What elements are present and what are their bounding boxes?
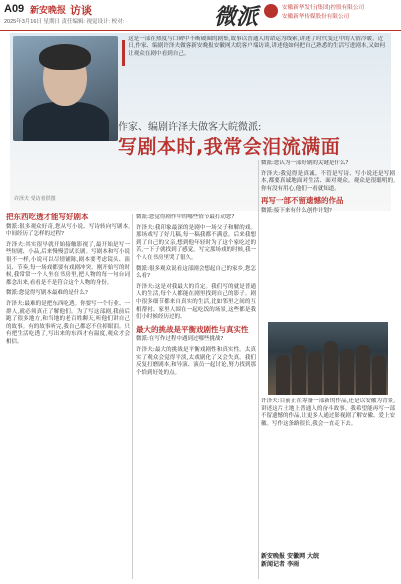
article-column-1 [6, 213, 130, 579]
page-meta: 2025年3月16日 星期日 责任编辑: 视觉设计: 校对: [4, 19, 125, 25]
column-divider [258, 160, 259, 579]
article-title: 写剧本时,我常会泪流满面 [118, 136, 341, 158]
photo-credit: 许泽夫 受访者供图 [14, 196, 56, 202]
article-subtitle: 作家、编剧许泽夫做客大皖微派: [118, 122, 262, 133]
paragraph: 许泽夫:其实很早就开始接触影视了,最开始是写一些短剧、小品,后来慢慢尝试长剧。写剧本和写小说很不一样,小说可以尽情铺陈,剧本要考虑镜头、演员、节奏,每一场戏都要有戏剧冲突。刚开始写的时候,我常常一个人坐在书房里,把人物的每一句台词都念出来,看看是不是符合这个人物的身份。 [6, 241, 130, 286]
article-intro: 这是一部在热度与口碑中不断破圈的剧集,故事以普通人的命运为线索,讲述了时代变迁中的人情冷暖。近日,作家、编剧许泽夫做客新安晚报安徽网大皖客户端访谈,讲述他如何把自己熟悉的生活写进剧本,又如何让观众在剧中看到自己。 [128, 36, 386, 57]
paragraph: 许泽夫:我印象最深的是剧中一场父子和解的戏。那场戏写了好几稿,每一稿我都不满意。后来我想到了自己的父亲,想到他年轻时为了这个家吃过的苦,一下子就找到了感觉。写完那场戏的时候,我一个人在书房里哭了很久。 [136, 224, 256, 261]
paragraph: 微派:接下来有什么创作计划? [261, 207, 332, 214]
paragraph: 许泽夫:我觉得是真诚。不管是写诗、写小说还是写剧本,都要真诚地面对生活、面对观众。观众是很聪明的,你有没有用心,他们一看就知道。 [261, 170, 395, 192]
column-divider [132, 214, 133, 579]
brand-sub-line-1: 安徽新华发行(集团)控股有限公司 [282, 5, 365, 11]
paragraph: 许泽夫:这是对我最大的肯定。我们写的就是普通人的生活,每个人都能在剧里找到自己的影子。剧中很多细节都来自真实的生活,比如邻里之间的互相帮衬、家里人围在一起吃饭的场景,这些都是我们小时候经历过的。 [136, 283, 256, 321]
section-title: 访谈 [70, 5, 92, 17]
paragraph: 微派:很多观众好奇,您从写小说、写诗转向写剧本,中间经历了怎样的过程? [6, 223, 130, 238]
byline [261, 553, 395, 569]
section-heading: 把东西吃透才能写好剧本 [6, 213, 89, 221]
paragraph: 微派:很多观众说看这部剧会想起自己的家乡,您怎么看? [136, 265, 256, 280]
brand-sub-line-2: 安徽新华传媒股份有限公司 [282, 14, 350, 20]
intro-accent-bar [122, 40, 125, 66]
section-heading: 再写一部不留遗憾的作品 [261, 196, 344, 206]
paragraph: 许泽夫:目前正在筹备一部新的作品,还是以安徽为背景,讲述这片土地上普通人的奋斗故事。我希望能再写一部不留遗憾的作品,让更多人通过影视剧了解安徽、爱上安徽。写作这条路很长,我会一直走下去。 [261, 398, 395, 427]
byline-reporter: 新闻记者 李雨 [261, 561, 300, 568]
paragraph: 微派:在写作过程中遇到过哪些挑战? [136, 336, 224, 343]
section-heading: 最大的挑战是平衡戏剧性与真实性 [136, 324, 249, 334]
brand-sub [282, 4, 364, 22]
brand-name: 微派 [214, 4, 259, 30]
article-column-2 [136, 214, 256, 580]
article-column-3 [261, 160, 395, 320]
paper-name: 新安晚报 [30, 5, 67, 15]
brand-logo-icon [264, 4, 278, 18]
paragraph: 微派:您认为一部好剧的关键是什么? [261, 160, 349, 166]
paragraph: 许泽夫:最大的挑战是平衡戏剧性和真实性。太真实了观众会觉得平淡,太戏剧化了又会失真。我们反复打磨剧本,和导演、演员一起讨论,努力找到那个恰到好处的点。 [136, 346, 256, 376]
interviewee-photo [13, 36, 118, 141]
article-column-3-cont [261, 398, 395, 548]
paragraph: 微派:您觉得剧作中的哪些情节最打动您? [136, 214, 235, 220]
paragraph: 微派:您觉得写剧本最难的是什么? [6, 290, 88, 297]
paragraph: 许泽夫:最难的是把东西吃透。你要写一个行业、一群人,就必须真正了解他们。为了写这部剧,我前后跑了很多地方,和当地的老百姓聊天,听他们讲自己的故事。有的故事听完,我自己都忍不住掉眼泪。只有把生活吃透了,写出来的东西才有温度,观众才会相信。 [6, 300, 130, 345]
drama-poster-image [268, 322, 388, 395]
page-number: A09 [4, 3, 25, 15]
byline-outlet: 新安晚报 安徽网 大皖 [261, 553, 320, 560]
